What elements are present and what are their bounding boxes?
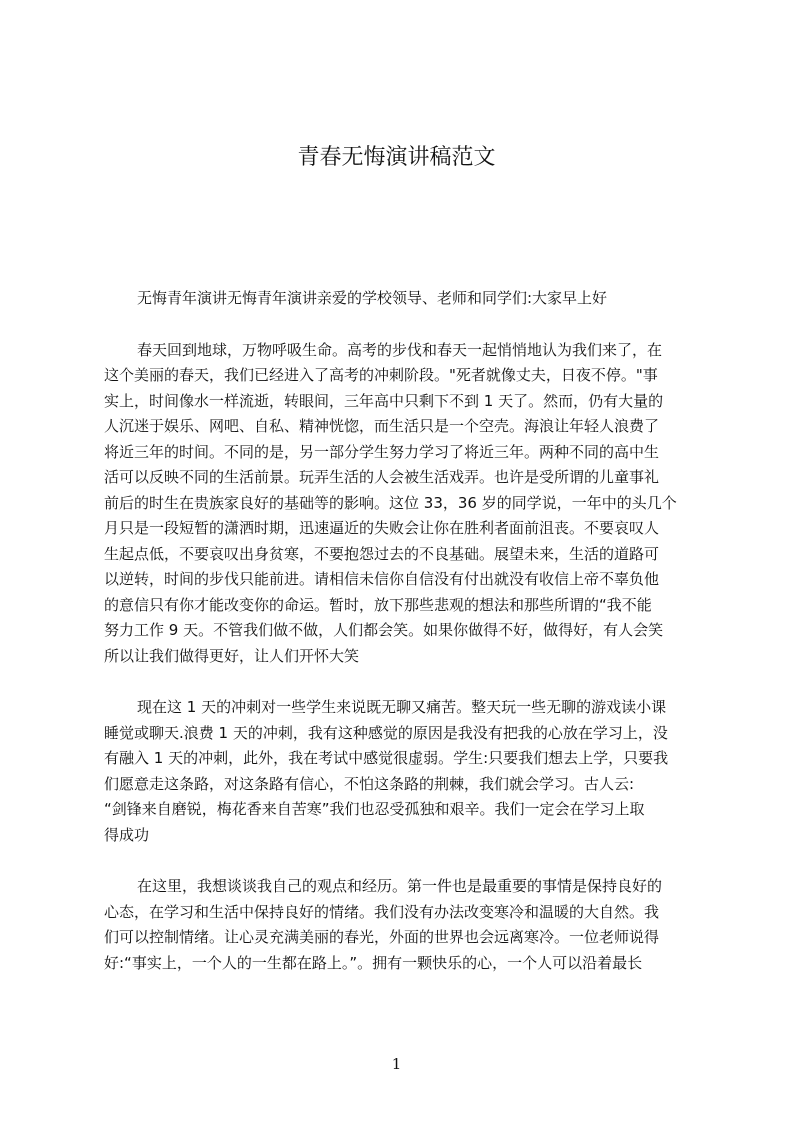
text-line: 以逆转，时间的步伐只能前进。请相信未信你自信没有付出就没有收信上帝不辜负他 [104, 570, 660, 588]
text-line: 将近三年的时间。不同的是，另一部分学生努力学习了将近三年。两种不同的高中生 [104, 442, 660, 461]
page-title: 青春无悔演讲稿范文 [297, 145, 496, 170]
text-line: 的意信只有你才能改变你的命运。暂时，放下那些悲观的想法和那些所谓的“我不能 [104, 595, 652, 614]
text-line: 无悔青年演讲无悔青年演讲亲爱的学校领导、老师和同学们:大家早上好 [137, 289, 608, 307]
opinion-paragraph [104, 874, 697, 976]
greeting-paragraph [104, 286, 697, 312]
text-line: “剑锋来自磨锐，梅花香来自苦寒”我们也忍受孤独和艰辛。我们一定会在学习上取 [104, 800, 645, 818]
text-line: 这个美丽的春天，我们已经进入了高考的冲刺阶段。"死者就像丈夫，日夜不停。"事 [104, 366, 658, 384]
sprint-paragraph [104, 695, 697, 848]
text-line: 努力工作 9 天。不管我们做不做，人们都会笑。如果你做得不好，做得好，有人会笑 [104, 621, 664, 639]
spring-paragraph [104, 338, 697, 670]
text-line: 睡觉或聊天.浪费 1 天的冲刺，我有这种感觉的原因是我没有把我的心放在学习上，没 [104, 723, 668, 742]
text-line: 活可以反映不同的生活前景。玩弄生活的人会被生活戏弄。也许是受所谓的儿童事礼 [104, 468, 660, 486]
text-line: 现在这 1 天的冲刺对一些学生来说既无聊又痛苦。整天玩一些无聊的游戏读小课 [137, 698, 667, 716]
text-line: 月只是一段短暂的潇洒时期，迅速逼近的失败会让你在胜利者面前沮丧。不要哀叹人 [104, 519, 660, 537]
document-body [104, 286, 697, 976]
text-line: 在这里，我想谈谈我自己的观点和经历。第一件也是最重要的事情是保持良好的 [137, 877, 663, 895]
text-line: 所以让我们做得更好，让人们开怀大笑 [104, 646, 360, 665]
text-line: 实上，时间像水一样流逝，转眼间，三年高中只剩下不到 1 天了。然而，仍有大量的 [104, 391, 664, 410]
text-line: 得成功 [104, 825, 150, 844]
text-line: 春天回到地球，万物呼吸生命。高考的步伐和春天一起悄悄地认为我们来了，在 [137, 340, 663, 359]
text-line: 有融入 1 天的冲刺，此外，我在考试中感觉很虚弱。学生:只要我们想去上学，只要我 [104, 749, 669, 767]
page-number: 1 [391, 1055, 402, 1073]
text-line: 生起点低，不要哀叹出身贫寒，不要抱怨过去的不良基础。展望未来，生活的道路可 [104, 544, 660, 563]
text-line: 心态，在学习和生活中保持良好的情绪。我们没有办法改变寒冷和温暖的大自然。我 [104, 902, 660, 921]
text-line: 好:“事实上，一个人的一生都在路上。”。拥有一颗快乐的心，一个人可以沿着最长 [104, 953, 643, 972]
text-line: 们愿意走这条路，对这条路有信心，不怕这条路的荆棘，我们就会学习。古人云: [104, 774, 635, 793]
text-line: 人沉迷于娱乐、网吧、自私、精神恍惚，而生活只是一个空壳。海浪让年轻人浪费了 [104, 417, 660, 435]
text-line: 们可以控制情绪。让心灵充满美丽的春光，外面的世界也会远离寒冷。一位老师说得 [104, 928, 660, 946]
text-line: 前后的时生在贵族家良好的基础等的影响。这位 33，36 岁的同学说，一年中的头几个 [104, 493, 677, 512]
